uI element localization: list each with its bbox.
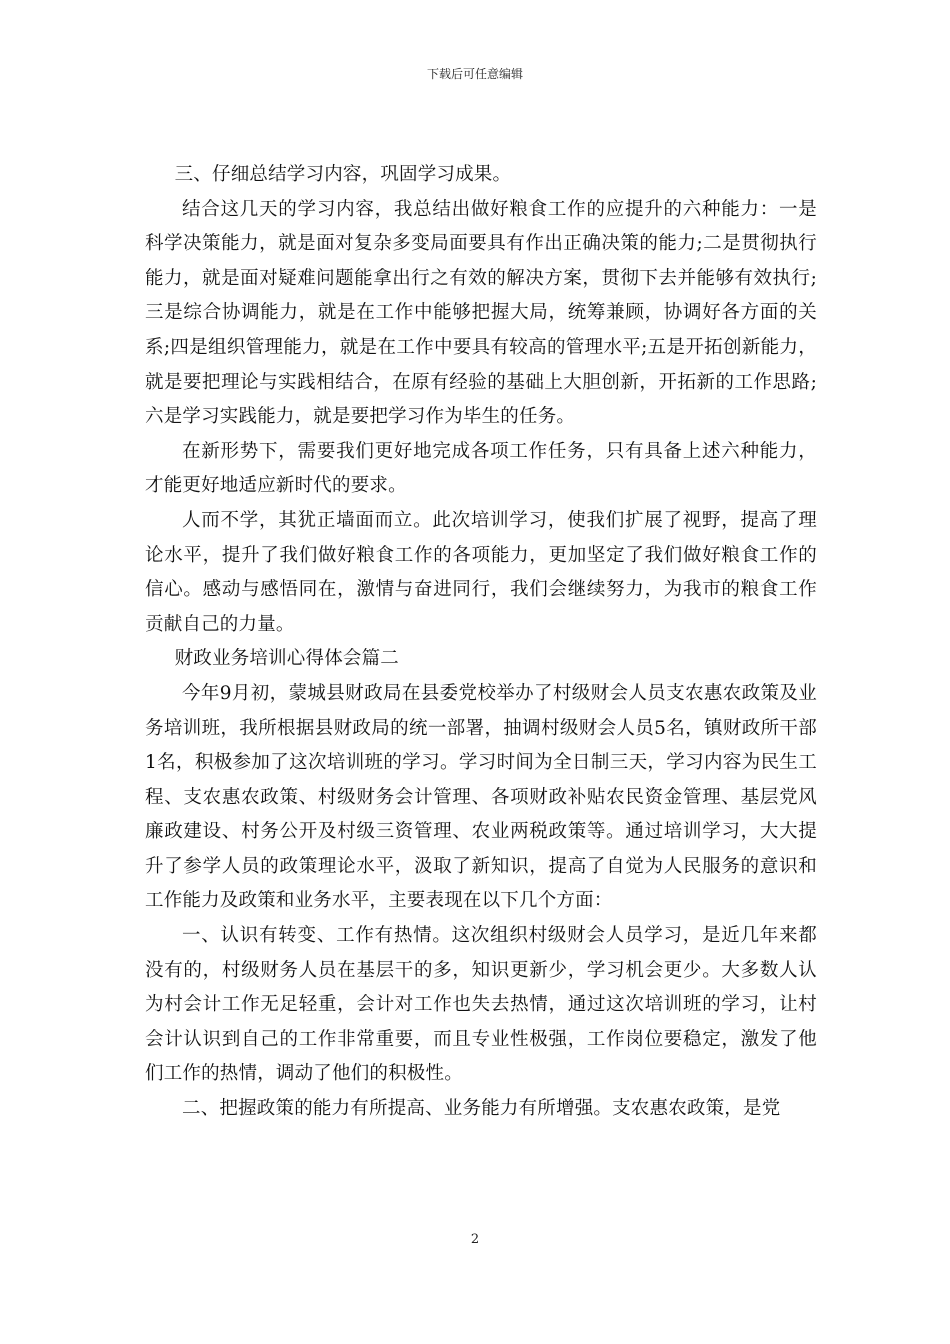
paragraph-conclusion: 人而不学，其犹正墙面而立。此次培训学习，使我们扩展了视野，提高了理论水平，提升了我们做好粮食工作的各项能力，更加坚定了我们做好粮食工作的信心。感动与感悟同在，激情与奋进同行，我们会继续努力，为我市的粮食工作贡献自己的力量。 bbox=[145, 509, 817, 635]
article-title-part-two: 财政业务培训心得体会篇二 bbox=[174, 648, 399, 670]
paragraph-six-abilities: 结合这几天的学习内容，我总结出做好粮食工作的应提升的六种能力：一是科学决策能力，就是面对复杂多变局面要具有作出正确决策的能力;二是贯彻执行能力，就是面对疑难问题能拿出行之有效的解决方案，贯彻下去并能够有效执行;三是综合协调能力，就是在工作中能够把握大局，统筹兼顾，协调好各方面的关系;四是组织管理能力，就是在工作中要具有较高的管理水平;五是开拓创新能力，就是要把理论与实践相结合，在原有经验的基础上大胆创新，开拓新的工作思路;六是学习实践能力，就是要把学习作为毕生的任务。 bbox=[145, 198, 817, 428]
page-number: 2 bbox=[470, 1232, 480, 1247]
page-header: 下载后可任意编辑 bbox=[426, 67, 523, 81]
document-body bbox=[145, 158, 817, 1127]
section-heading-three: 三、仔细总结学习内容，巩固学习成果。 bbox=[174, 164, 512, 185]
paragraph-point-two: 二、把握政策的能力有所提高、业务能力有所增强。支农惠农政策，是党 bbox=[182, 1098, 781, 1120]
paragraph-training-intro: 今年9月初，蒙城县财政局在县委党校举办了村级财会人员支农惠农政策及业务培训班，我所根据县财政局的统一部署，抽调村级财会人员5名，镇财政所干部1名，积极参加了这次培训班的学习。学习时间为全日制三天，学习内容为民生工程、支农惠农政策、村级财务会计管理、各项财政补贴农民资金管理、基层党风廉政建设、村务公开及村级三资管理、农业两税政策等。通过培训学习，大大提升了参学人员的政策理论水平，汲取了新知识，提高了自觉为人民服务的意识和工作能力及政策和业务水平，主要表现在以下几个方面： bbox=[145, 682, 817, 912]
paragraph-point-one: 一、认识有转变、工作有热情。这次组织村级财会人员学习，是近几年来都没有的，村级财务人员在基层干的多，知识更新少，学习机会更少。大多数人认为村会计工作无足轻重，会计对工作也失去热情，通过这次培训班的学习，让村会计认识到自己的工作非常重要，而且专业性极强，工作岗位要稳定，激发了他们工作的热情，调动了他们的积极性。 bbox=[145, 925, 817, 1085]
paragraph-new-situation: 在新形势下，需要我们更好地完成各项工作任务，只有具备上述六种能力，才能更好地适应新时代的要求。 bbox=[145, 440, 817, 497]
